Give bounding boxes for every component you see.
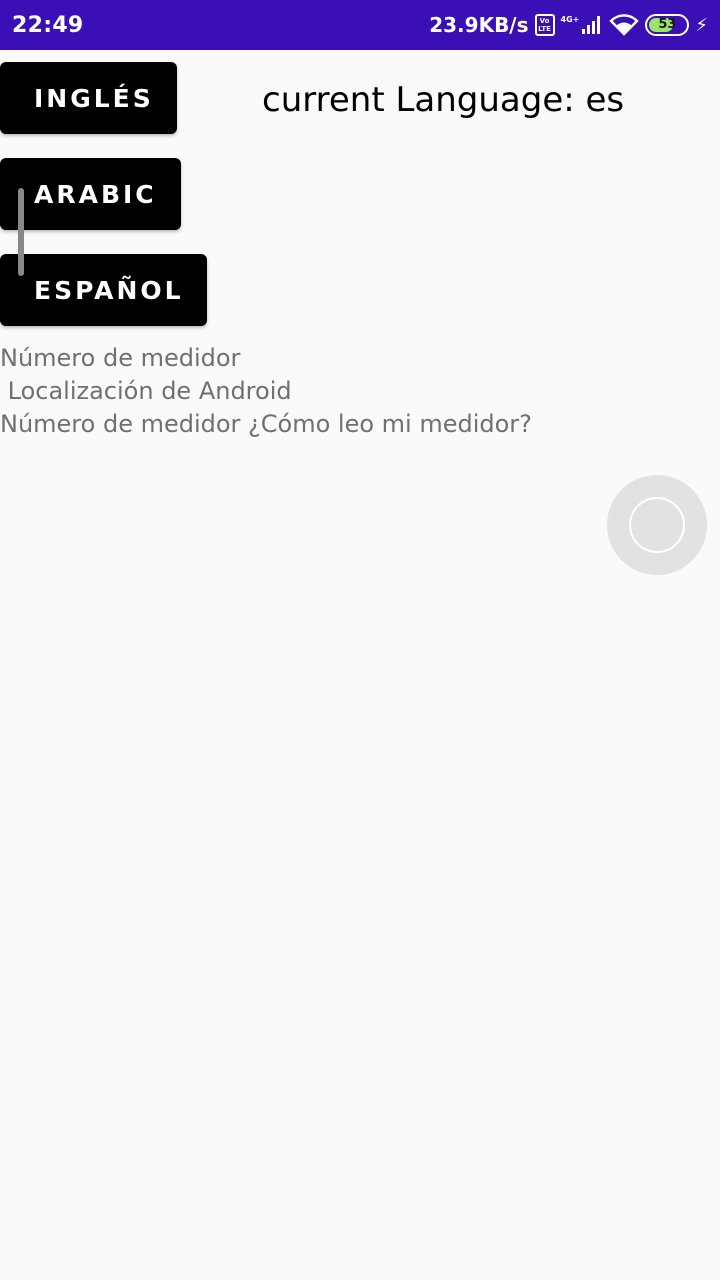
signal-icon [581, 15, 603, 35]
wifi-icon [609, 14, 639, 36]
touch-indicator [607, 475, 707, 575]
current-language-label: current Language: es [262, 80, 625, 120]
status-icons [429, 13, 708, 37]
english-button[interactable]: INGLÉS [0, 62, 177, 134]
battery-icon [645, 14, 689, 36]
battery-level: 53 [658, 17, 677, 32]
network-type-label: 4G+ [560, 14, 580, 24]
meter-number-text: Número de medidor [0, 344, 241, 372]
arabic-button[interactable]: ARABIC [0, 158, 181, 230]
status-bar [0, 0, 720, 50]
spanish-button[interactable]: ESPAÑOL [0, 254, 207, 326]
meter-question-text: Número de medidor ¿Cómo leo mi medidor? [0, 410, 532, 438]
network-speed: 23.9KB/s [429, 13, 529, 37]
scroll-indicator [18, 188, 24, 276]
volte-icon: Vo LTE [535, 14, 555, 36]
charging-icon: ⚡ [695, 15, 708, 35]
android-localization-text: Localización de Android [0, 377, 292, 405]
localized-text-block [0, 342, 532, 441]
status-time: 22:49 [12, 12, 84, 38]
